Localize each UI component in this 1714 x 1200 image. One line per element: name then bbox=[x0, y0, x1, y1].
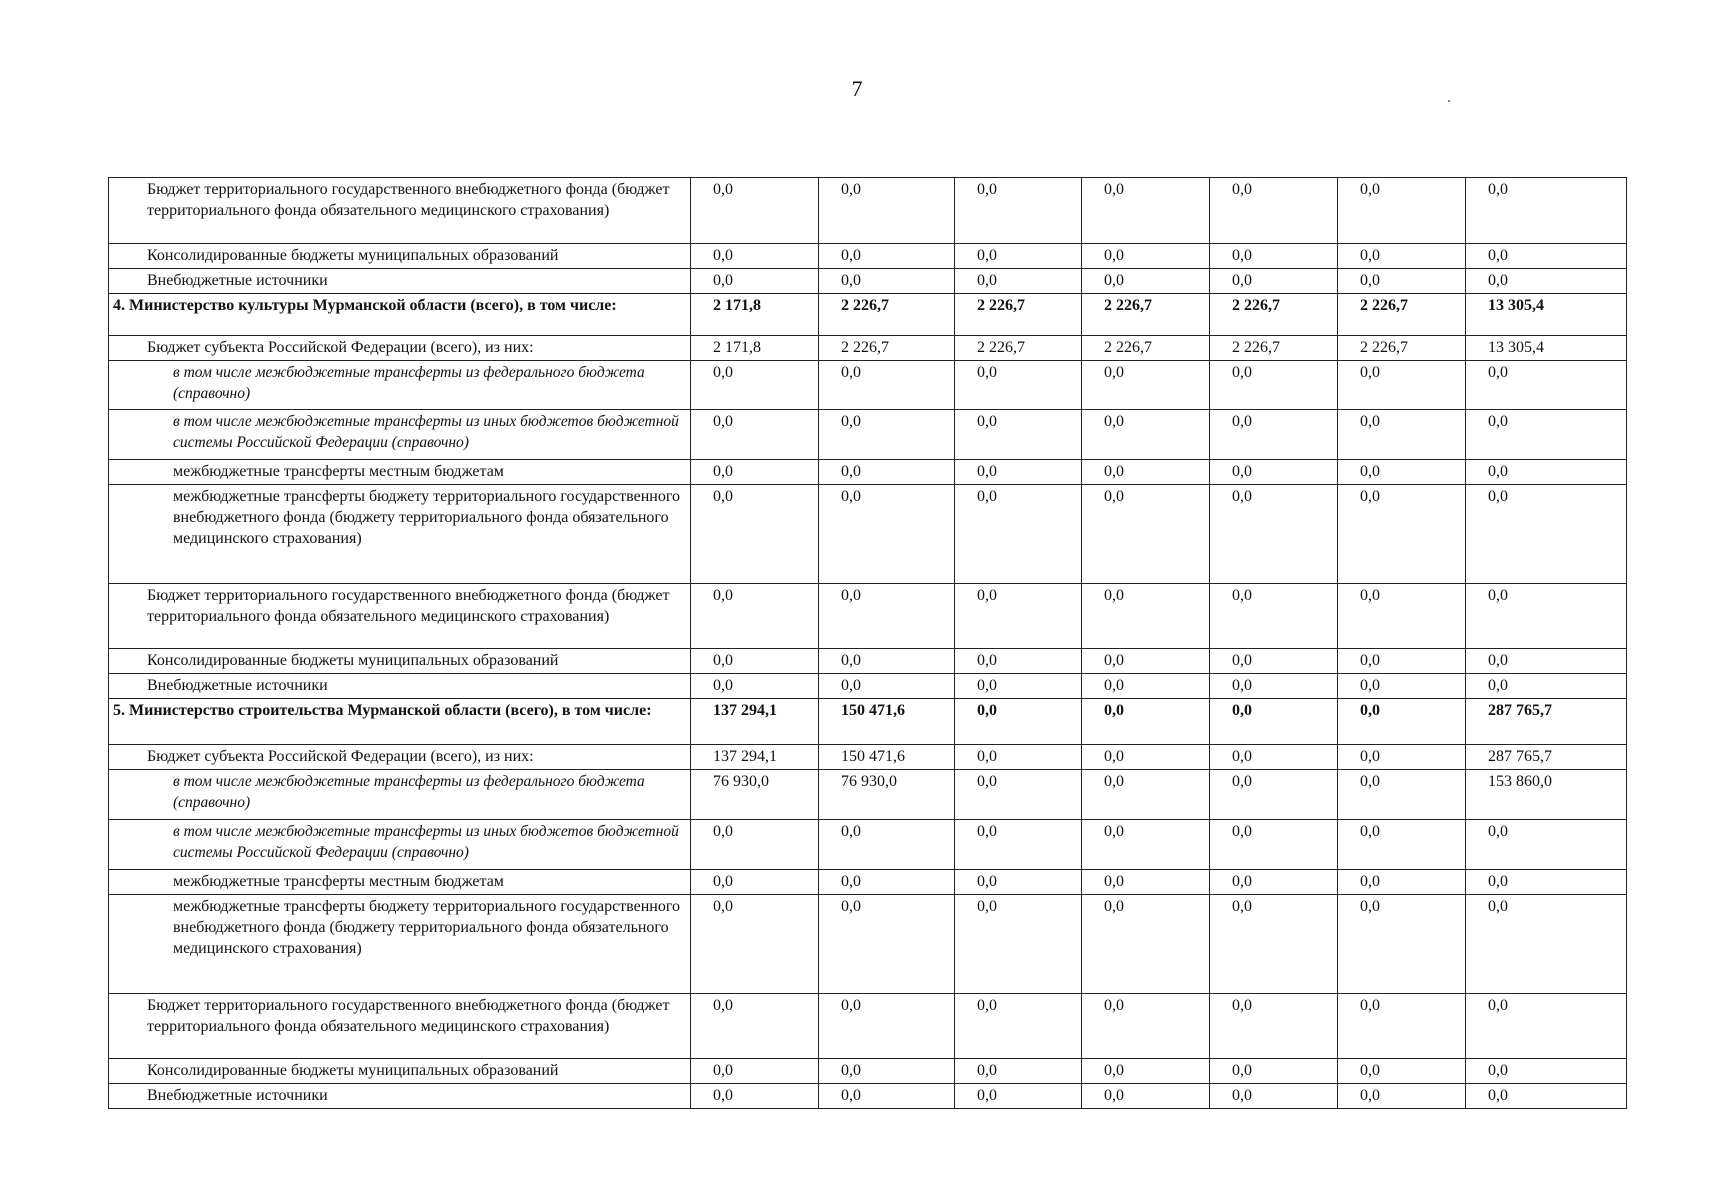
value-cell: 0,0 bbox=[819, 485, 955, 584]
value-cell: 0,0 bbox=[819, 244, 955, 269]
table-row bbox=[109, 870, 1627, 895]
value-cell: 0,0 bbox=[1210, 699, 1338, 745]
value-cell: 2 226,7 bbox=[1082, 336, 1210, 361]
row-label: в том числе межбюджетные трансферты из иных бюджетов бюджетной системы Российской Федерации (справочно) bbox=[109, 820, 691, 870]
value-cell: 0,0 bbox=[955, 895, 1082, 994]
value-cell: 0,0 bbox=[1338, 485, 1466, 584]
value-cell: 0,0 bbox=[1210, 870, 1338, 895]
value-cell: 0,0 bbox=[691, 994, 819, 1059]
row-label: межбюджетные трансферты бюджету территориального государственного внебюджетного фонда (бюджету территориального фонда обязательного медицинского страхования) bbox=[109, 485, 691, 584]
value-cell: 0,0 bbox=[1466, 485, 1627, 584]
value-cell: 0,0 bbox=[1338, 410, 1466, 460]
value-cell: 0,0 bbox=[1082, 269, 1210, 294]
row-label: Бюджет территориального государственного внебюджетного фонда (бюджет территориального фонда обязательного медицинского страхования) bbox=[109, 584, 691, 649]
value-cell: 153 860,0 bbox=[1466, 770, 1627, 820]
value-cell: 0,0 bbox=[1466, 244, 1627, 269]
value-cell: 0,0 bbox=[1338, 994, 1466, 1059]
value-cell: 2 226,7 bbox=[1082, 294, 1210, 336]
value-cell: 0,0 bbox=[1210, 460, 1338, 485]
table-row-section bbox=[109, 294, 1627, 336]
value-cell: 0,0 bbox=[955, 674, 1082, 699]
table-row bbox=[109, 178, 1627, 244]
value-cell: 0,0 bbox=[819, 269, 955, 294]
value-cell: 0,0 bbox=[1338, 269, 1466, 294]
value-cell: 0,0 bbox=[1466, 178, 1627, 244]
value-cell: 0,0 bbox=[1210, 895, 1338, 994]
value-cell: 0,0 bbox=[1466, 1059, 1627, 1084]
value-cell: 0,0 bbox=[955, 485, 1082, 584]
value-cell: 0,0 bbox=[819, 460, 955, 485]
value-cell: 0,0 bbox=[955, 361, 1082, 410]
value-cell: 137 294,1 bbox=[691, 745, 819, 770]
value-cell: 0,0 bbox=[955, 699, 1082, 745]
value-cell: 0,0 bbox=[691, 244, 819, 269]
value-cell: 0,0 bbox=[955, 244, 1082, 269]
value-cell: 0,0 bbox=[819, 1084, 955, 1109]
value-cell: 0,0 bbox=[691, 410, 819, 460]
value-cell: 0,0 bbox=[1210, 770, 1338, 820]
table-row bbox=[109, 269, 1627, 294]
value-cell: 0,0 bbox=[1082, 674, 1210, 699]
value-cell: 0,0 bbox=[819, 895, 955, 994]
value-cell: 0,0 bbox=[955, 994, 1082, 1059]
value-cell: 0,0 bbox=[1466, 584, 1627, 649]
table-row bbox=[109, 485, 1627, 584]
scan-speck bbox=[1448, 100, 1450, 102]
value-cell: 0,0 bbox=[1210, 361, 1338, 410]
table-row bbox=[109, 820, 1627, 870]
table-row bbox=[109, 649, 1627, 674]
row-label: Бюджет территориального государственного внебюджетного фонда (бюджет территориального фонда обязательного медицинского страхования) bbox=[109, 994, 691, 1059]
value-cell: 0,0 bbox=[955, 820, 1082, 870]
row-label: в том числе межбюджетные трансферты из иных бюджетов бюджетной системы Российской Федерации (справочно) bbox=[109, 410, 691, 460]
value-cell: 2 226,7 bbox=[1210, 336, 1338, 361]
value-cell: 2 226,7 bbox=[955, 336, 1082, 361]
value-cell: 0,0 bbox=[819, 820, 955, 870]
value-cell: 0,0 bbox=[819, 361, 955, 410]
value-cell: 0,0 bbox=[819, 994, 955, 1059]
table-row bbox=[109, 770, 1627, 820]
table-row bbox=[109, 1084, 1627, 1109]
table-row bbox=[109, 745, 1627, 770]
row-label: Внебюджетные источники bbox=[109, 1084, 691, 1109]
row-label: 5. Министерство строительства Мурманской области (всего), в том числе: bbox=[109, 699, 691, 745]
value-cell: 0,0 bbox=[1082, 895, 1210, 994]
value-cell: 0,0 bbox=[691, 674, 819, 699]
value-cell: 0,0 bbox=[819, 1059, 955, 1084]
value-cell: 0,0 bbox=[1466, 361, 1627, 410]
value-cell: 0,0 bbox=[691, 269, 819, 294]
value-cell: 0,0 bbox=[819, 649, 955, 674]
value-cell: 0,0 bbox=[1210, 1084, 1338, 1109]
value-cell: 2 226,7 bbox=[1338, 294, 1466, 336]
value-cell: 0,0 bbox=[691, 178, 819, 244]
table-row bbox=[109, 1059, 1627, 1084]
value-cell: 0,0 bbox=[1338, 820, 1466, 870]
budget-table bbox=[108, 177, 1627, 1109]
row-label: Бюджет территориального государственного внебюджетного фонда (бюджет территориального фонда обязательного медицинского страхования) bbox=[109, 178, 691, 244]
value-cell: 0,0 bbox=[691, 820, 819, 870]
row-label: 4. Министерство культуры Мурманской области (всего), в том числе: bbox=[109, 294, 691, 336]
value-cell: 2 226,7 bbox=[955, 294, 1082, 336]
value-cell: 2 226,7 bbox=[819, 294, 955, 336]
value-cell: 13 305,4 bbox=[1466, 336, 1627, 361]
value-cell: 0,0 bbox=[1338, 178, 1466, 244]
value-cell: 0,0 bbox=[1082, 361, 1210, 410]
value-cell: 76 930,0 bbox=[819, 770, 955, 820]
value-cell: 0,0 bbox=[1338, 460, 1466, 485]
value-cell: 0,0 bbox=[1082, 410, 1210, 460]
value-cell: 0,0 bbox=[1338, 895, 1466, 994]
value-cell: 0,0 bbox=[819, 410, 955, 460]
value-cell: 0,0 bbox=[691, 870, 819, 895]
value-cell: 0,0 bbox=[1082, 460, 1210, 485]
value-cell: 0,0 bbox=[1466, 994, 1627, 1059]
value-cell: 0,0 bbox=[1338, 745, 1466, 770]
value-cell: 0,0 bbox=[1082, 994, 1210, 1059]
table-row-section bbox=[109, 699, 1627, 745]
row-label: Внебюджетные источники bbox=[109, 269, 691, 294]
table-row bbox=[109, 410, 1627, 460]
value-cell: 0,0 bbox=[1338, 649, 1466, 674]
value-cell: 150 471,6 bbox=[819, 699, 955, 745]
row-label: межбюджетные трансферты местным бюджетам bbox=[109, 460, 691, 485]
value-cell: 0,0 bbox=[1082, 485, 1210, 584]
value-cell: 0,0 bbox=[1082, 178, 1210, 244]
value-cell: 0,0 bbox=[819, 584, 955, 649]
value-cell: 76 930,0 bbox=[691, 770, 819, 820]
value-cell: 0,0 bbox=[1082, 244, 1210, 269]
value-cell: 0,0 bbox=[819, 178, 955, 244]
table-row bbox=[109, 460, 1627, 485]
value-cell: 0,0 bbox=[1082, 699, 1210, 745]
value-cell: 0,0 bbox=[955, 745, 1082, 770]
value-cell: 0,0 bbox=[1466, 820, 1627, 870]
value-cell: 287 765,7 bbox=[1466, 745, 1627, 770]
value-cell: 0,0 bbox=[955, 1084, 1082, 1109]
value-cell: 0,0 bbox=[1466, 649, 1627, 674]
row-label: в том числе межбюджетные трансферты из федерального бюджета (справочно) bbox=[109, 770, 691, 820]
row-label: межбюджетные трансферты бюджету территориального государственного внебюджетного фонда (бюджету территориального фонда обязательного медицинского страхования) bbox=[109, 895, 691, 994]
value-cell: 0,0 bbox=[1082, 649, 1210, 674]
table-body bbox=[109, 178, 1627, 1109]
value-cell: 0,0 bbox=[1082, 584, 1210, 649]
value-cell: 0,0 bbox=[1338, 870, 1466, 895]
value-cell: 0,0 bbox=[955, 870, 1082, 895]
value-cell: 0,0 bbox=[691, 1084, 819, 1109]
value-cell: 0,0 bbox=[955, 460, 1082, 485]
value-cell: 0,0 bbox=[1466, 460, 1627, 485]
table-row bbox=[109, 584, 1627, 649]
value-cell: 0,0 bbox=[1210, 485, 1338, 584]
value-cell: 0,0 bbox=[1082, 745, 1210, 770]
value-cell: 0,0 bbox=[955, 1059, 1082, 1084]
value-cell: 287 765,7 bbox=[1466, 699, 1627, 745]
value-cell: 0,0 bbox=[955, 269, 1082, 294]
table-row bbox=[109, 361, 1627, 410]
value-cell: 0,0 bbox=[1210, 1059, 1338, 1084]
value-cell: 0,0 bbox=[1338, 699, 1466, 745]
table-row bbox=[109, 994, 1627, 1059]
value-cell: 0,0 bbox=[1082, 770, 1210, 820]
value-cell: 0,0 bbox=[691, 584, 819, 649]
value-cell: 0,0 bbox=[1466, 895, 1627, 994]
table-row bbox=[109, 244, 1627, 269]
value-cell: 0,0 bbox=[1338, 244, 1466, 269]
row-label: Консолидированные бюджеты муниципальных образований bbox=[109, 1059, 691, 1084]
value-cell: 2 171,8 bbox=[691, 294, 819, 336]
value-cell: 0,0 bbox=[955, 178, 1082, 244]
value-cell: 0,0 bbox=[955, 649, 1082, 674]
value-cell: 0,0 bbox=[1466, 269, 1627, 294]
value-cell: 0,0 bbox=[955, 770, 1082, 820]
row-label: Внебюджетные источники bbox=[109, 674, 691, 699]
value-cell: 0,0 bbox=[1338, 1059, 1466, 1084]
value-cell: 0,0 bbox=[1082, 1059, 1210, 1084]
value-cell: 0,0 bbox=[955, 410, 1082, 460]
table-row bbox=[109, 674, 1627, 699]
value-cell: 0,0 bbox=[1210, 269, 1338, 294]
row-label: Консолидированные бюджеты муниципальных образований bbox=[109, 244, 691, 269]
row-label: Бюджет субъекта Российской Федерации (всего), из них: bbox=[109, 336, 691, 361]
value-cell: 137 294,1 bbox=[691, 699, 819, 745]
value-cell: 150 471,6 bbox=[819, 745, 955, 770]
value-cell: 0,0 bbox=[1210, 584, 1338, 649]
value-cell: 2 226,7 bbox=[1338, 336, 1466, 361]
row-label: межбюджетные трансферты местным бюджетам bbox=[109, 870, 691, 895]
value-cell: 0,0 bbox=[1210, 410, 1338, 460]
value-cell: 0,0 bbox=[1338, 584, 1466, 649]
value-cell: 0,0 bbox=[691, 361, 819, 410]
value-cell: 0,0 bbox=[1466, 410, 1627, 460]
value-cell: 0,0 bbox=[1210, 649, 1338, 674]
value-cell: 0,0 bbox=[691, 1059, 819, 1084]
value-cell: 0,0 bbox=[1210, 820, 1338, 870]
value-cell: 0,0 bbox=[1210, 994, 1338, 1059]
table-row bbox=[109, 336, 1627, 361]
table-row bbox=[109, 895, 1627, 994]
value-cell: 0,0 bbox=[691, 485, 819, 584]
value-cell: 0,0 bbox=[1338, 361, 1466, 410]
value-cell: 0,0 bbox=[819, 674, 955, 699]
value-cell: 0,0 bbox=[1210, 178, 1338, 244]
value-cell: 0,0 bbox=[1338, 770, 1466, 820]
page-number: 7 bbox=[851, 76, 863, 101]
row-label: в том числе межбюджетные трансферты из федерального бюджета (справочно) bbox=[109, 361, 691, 410]
value-cell: 2 226,7 bbox=[1210, 294, 1338, 336]
value-cell: 0,0 bbox=[1082, 820, 1210, 870]
value-cell: 0,0 bbox=[1210, 244, 1338, 269]
value-cell: 0,0 bbox=[1338, 1084, 1466, 1109]
value-cell: 0,0 bbox=[1466, 1084, 1627, 1109]
value-cell: 0,0 bbox=[1082, 870, 1210, 895]
value-cell: 13 305,4 bbox=[1466, 294, 1627, 336]
value-cell: 0,0 bbox=[1466, 870, 1627, 895]
value-cell: 0,0 bbox=[1466, 674, 1627, 699]
value-cell: 0,0 bbox=[1210, 745, 1338, 770]
value-cell: 0,0 bbox=[1210, 674, 1338, 699]
row-label: Бюджет субъекта Российской Федерации (всего), из них: bbox=[109, 745, 691, 770]
value-cell: 2 226,7 bbox=[819, 336, 955, 361]
value-cell: 0,0 bbox=[955, 584, 1082, 649]
value-cell: 0,0 bbox=[691, 460, 819, 485]
value-cell: 0,0 bbox=[691, 895, 819, 994]
row-label: Консолидированные бюджеты муниципальных образований bbox=[109, 649, 691, 674]
value-cell: 0,0 bbox=[819, 870, 955, 895]
value-cell: 0,0 bbox=[1082, 1084, 1210, 1109]
value-cell: 0,0 bbox=[1338, 674, 1466, 699]
value-cell: 2 171,8 bbox=[691, 336, 819, 361]
value-cell: 0,0 bbox=[691, 649, 819, 674]
